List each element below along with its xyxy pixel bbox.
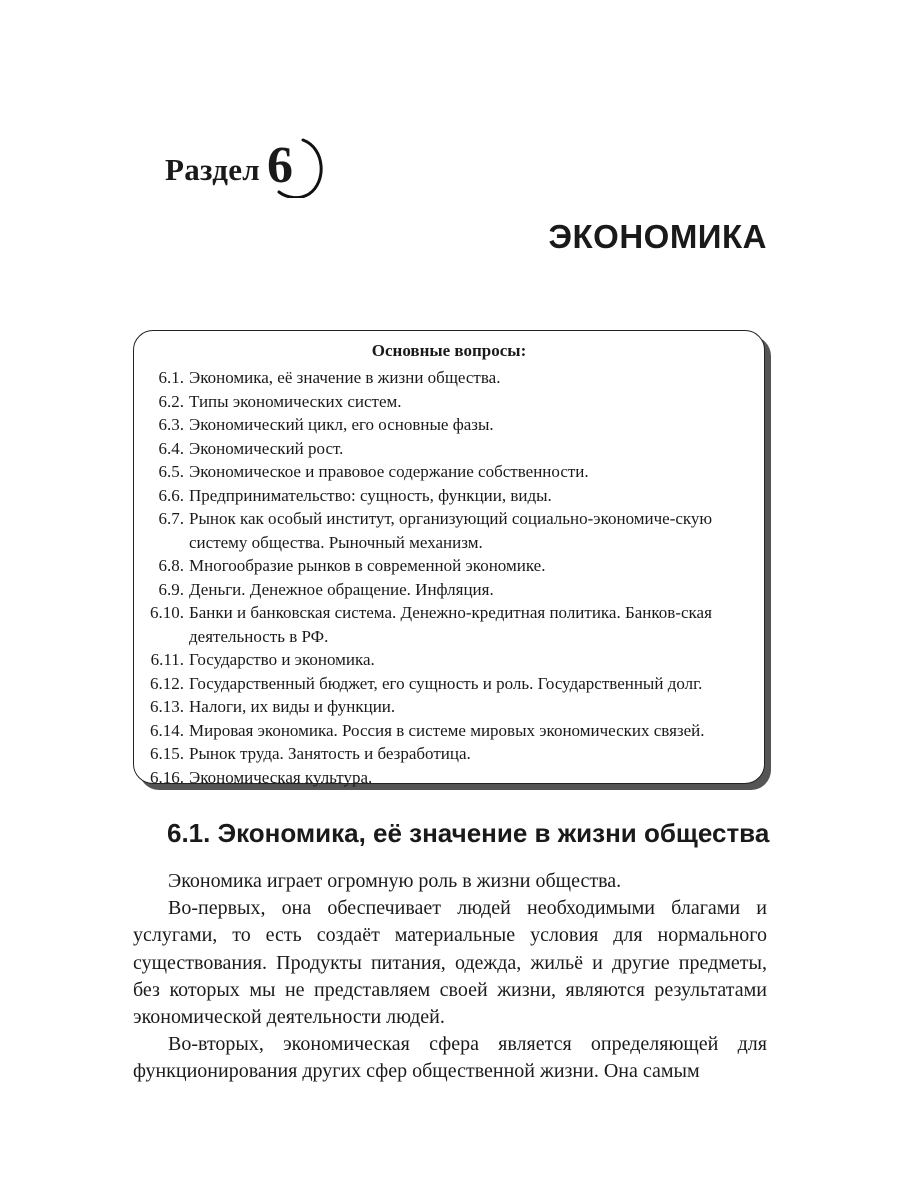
question-text: Государство и экономика. <box>189 650 375 669</box>
subsection-heading: 6.1. Экономика, её значение в жизни общества <box>167 818 770 848</box>
question-item <box>134 437 750 461</box>
question-number: 6.16. <box>150 767 184 787</box>
question-text: Деньги. Денежное обращение. Инфляция. <box>189 579 494 599</box>
question-item <box>134 695 750 719</box>
question-text: Экономическое и правовое содержание собственности. <box>189 462 589 481</box>
chapter-label: Раздел <box>165 152 260 187</box>
question-number: 6.4. <box>158 438 184 458</box>
question-number: 6.6. <box>158 485 184 505</box>
question-text: Предпринимательство: сущность, функции, виды. <box>189 485 552 505</box>
question-number: 6.11. <box>150 650 184 669</box>
question-item <box>134 413 750 437</box>
paragraph: Во-первых, она обеспечивает людей необходимыми благами и услугами, то есть создаёт материальные условия для нормального существования. Продукты питания, одежда, жильё и другие предметы, без которых мы не представляем своей жизни, являются результатами экономической деятельности людей. <box>133 897 767 1029</box>
question-number: 6.14. <box>150 720 184 740</box>
question-number: 6.12. <box>150 673 184 693</box>
question-text: Банки и банковская система. Денежно-кредитная политика. Банков-ская деятельность в РФ. <box>189 603 712 646</box>
question-item <box>134 648 750 672</box>
section-title: ЭКОНОМИКА <box>548 218 767 255</box>
question-number: 6.9. <box>158 579 184 599</box>
paragraph: Экономика играет огромную роль в жизни общества. <box>168 870 622 892</box>
question-text: Рынок как особый институт, организующий социально-экономиче-скую систему общества. Рыночный механизм. <box>189 509 713 552</box>
question-item <box>134 390 750 414</box>
question-text: Мировая экономика. Россия в системе мировых экономических связей. <box>189 720 705 740</box>
question-number: 6.8. <box>158 556 184 575</box>
question-number: 6.2. <box>158 391 184 411</box>
question-text: Типы экономических систем. <box>189 391 402 411</box>
question-text: Государственный бюджет, его сущность и роль. Государственный долг. <box>189 673 703 693</box>
question-number: 6.1. <box>158 368 184 387</box>
question-item <box>134 484 750 508</box>
question-item <box>134 742 750 766</box>
body-text <box>133 868 767 1086</box>
question-text: Экономический цикл, его основные фазы. <box>189 415 494 434</box>
question-text: Налоги, их виды и функции. <box>189 697 396 716</box>
question-item <box>134 719 750 743</box>
question-number: 6.7. <box>158 509 184 528</box>
question-number: 6.10. <box>150 603 184 622</box>
question-text: Экономический рост. <box>189 438 344 458</box>
question-text: Экономическая культура. <box>189 767 373 787</box>
question-item <box>134 672 750 696</box>
question-number: 6.15. <box>150 744 184 763</box>
chapter-number: 6 <box>267 137 293 194</box>
question-item <box>134 366 750 390</box>
key-questions-box <box>133 330 765 787</box>
question-item <box>134 507 750 554</box>
question-item <box>134 554 750 578</box>
question-number: 6.3. <box>158 415 184 434</box>
key-questions-title: Основные вопросы: <box>371 341 527 360</box>
key-questions-list <box>134 366 764 789</box>
question-text: Экономика, её значение в жизни общества. <box>189 368 501 387</box>
paragraph: Во-вторых, экономическая сфера является определяющей для функционирования других сфер общественной жизни. Она самым <box>133 1033 767 1083</box>
question-text: Многообразие рынков в современной экономике. <box>189 556 546 575</box>
question-item <box>134 766 750 790</box>
question-item <box>134 578 750 602</box>
question-number: 6.5. <box>158 462 184 481</box>
question-number: 6.13. <box>150 697 184 716</box>
question-item <box>134 601 750 648</box>
question-item <box>134 460 750 484</box>
question-text: Рынок труда. Занятость и безработица. <box>189 744 471 763</box>
